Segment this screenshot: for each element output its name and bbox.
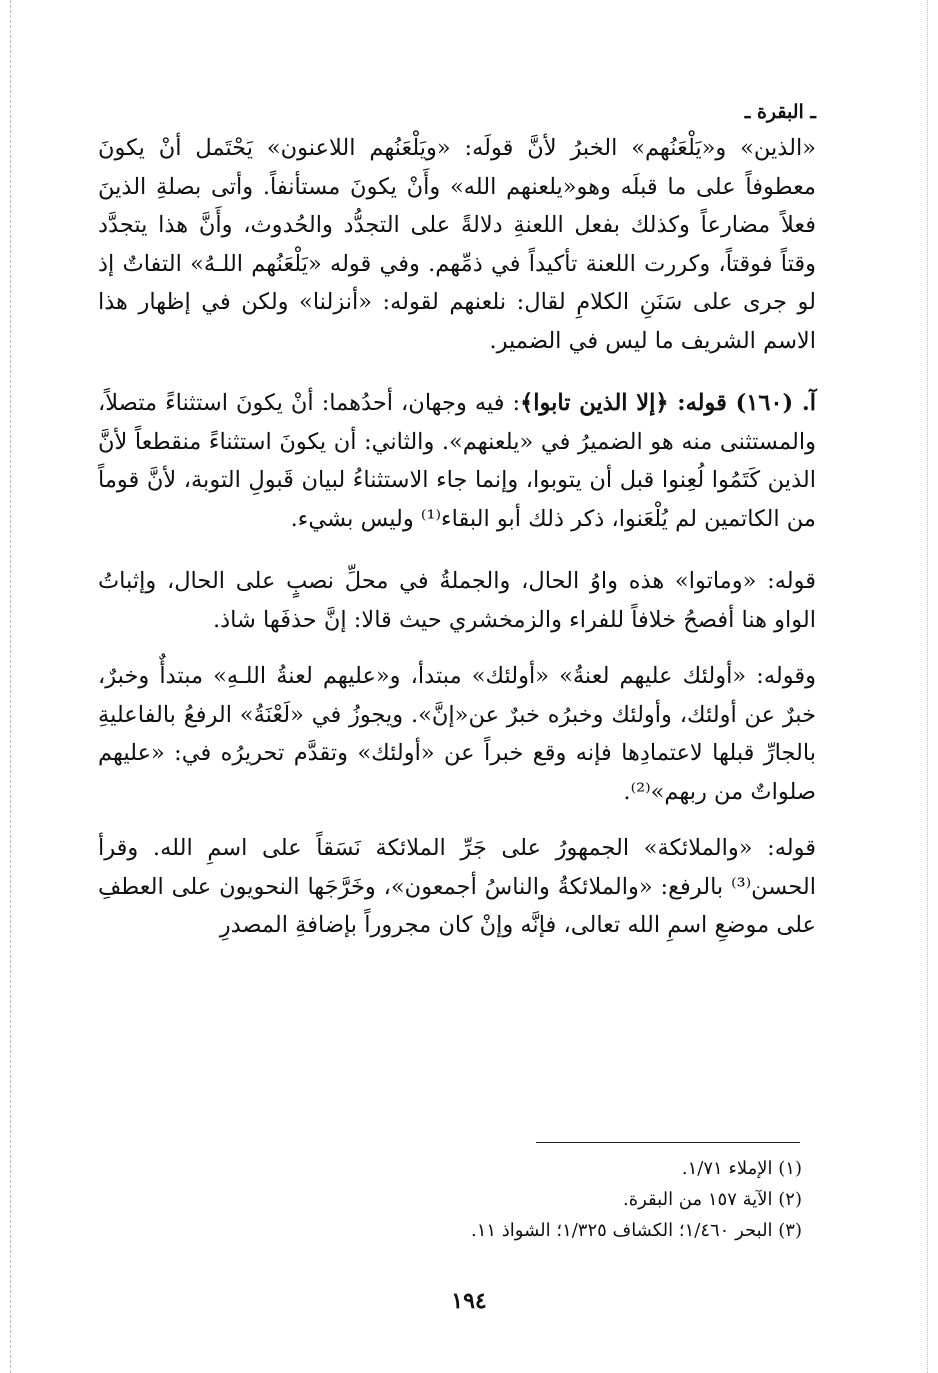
footnote-1: (١) الإملاء ١/٧١. [681,1158,802,1179]
footnotes [98,1153,802,1246]
footnote-divider [536,1142,800,1143]
footnote-2: (٢) الآية ١٥٧ من البقرة. [622,1189,802,1210]
paragraph-3-text: قوله: «وماتوا» هذه واوُ الحال، والجملةُ في محلِّ نصبٍ على الحال، وإثباتُ الواو هنا أفصحُ خلافاً للفراء والزمخشري حيث قالا: إنَّ حذفَها شاذ. [98,568,816,633]
page-number: ١٩٤ [451,1288,487,1314]
paragraph-5 [98,829,816,945]
scan-edge-left [10,0,11,1373]
verse-heading: آ. (١٦٠) قوله: ﴿إلا الذين تابوا﴾ [520,390,816,416]
paragraph-2-text: : فيه وجهان، أحدُهما: أنْ يكونَ استثناءً متصلاً، والمستثنى منه هو الضميرُ في «يلعنهم». والثاني: أن يكونَ استثناءً منقطعاً لأنَّ الذين كَتَمُوا لُعِنوا قبل أن يتوبوا، وإنما جاء الاستثناءُ لبيان قَبولِ التوبة، لأنَّ قوماً من الكاتمين لم يُلْعَنوا، ذكر ذلك أبو البقاء⁽¹⁾ وليس بشيء. [98,390,816,532]
scan-edge-right [927,0,928,1373]
running-head: ـ البقرة ـ [744,101,816,123]
paragraph-3 [98,562,816,639]
paragraph-1 [98,129,816,360]
paragraph-4 [98,657,816,811]
footnote-3: (٣) البحر ١/٤٦٠؛ الكشاف ١/٣٢٥؛ الشواذ ١١. [470,1220,802,1241]
paragraph-1-text: «الذين» و«يَلْعَنُهم» الخبرُ لأنَّ قولَه: «ويَلْعَنُهم اللاعنون» يَحْتَمل أنْ يكونَ معطوفاً على ما قبلَه وهو«يلعنهم الله» وأَنْ يكونَ مستأنفاً. وأتى بصلةِ الذينَ فعلاً مضارعاً وكذلك بفعل اللعنةِ دلالةً على التجدُّد والحُدوث، وأَنَّ هذا يتجدَّد وقتاً فوقتاً، وكررت اللعنة تأكيداً في ذمِّهم. وفي قوله «يَلْعَنُهم اللـهُ» التفاتٌ إذ لو جرى على سَنَنِ الكلامِ لقال: نلعنهم لقوله: «أنزلنا» ولكن في إظهار هذا الاسم الشريف ما ليس في الضمير. [98,135,816,354]
page-body [98,95,816,945]
paragraph-2 [98,384,816,538]
paragraph-5-text: قوله: «والملائكة» الجمهورُ على جَرِّ الملائكة نَسَقاً على اسمِ الله. وقرأ الحسن⁽³⁾ بالرفع: «والملائكةُ والناسُ أجمعون»، وخَرَّجَها النحويون على العطفِ على موضعِ اسمِ الله تعالى، فإنَّه وإنْ كان مجروراً بإضافةِ المصدرِ [98,835,816,938]
paragraph-4-text: وقوله: «أولئك عليهم لعنةُ» «أولئك» مبتدأ، و«عليهم لعنةُ اللـهِ» مبتدأٌ وخبرٌ، خبرٌ عن أولئك، وأولئك وخبرُه خبرٌ عن«إنَّ». ويجوزُ في «لَعْنَةُ» الرفعُ بالفاعليةِ بالجارِّ قبلها لاعتمادِها فإنه وقع خبراً عن «أولئك» وتقدَّم تحريرُه في: «عليهم صلواتٌ من ربهم»⁽²⁾. [98,663,816,805]
